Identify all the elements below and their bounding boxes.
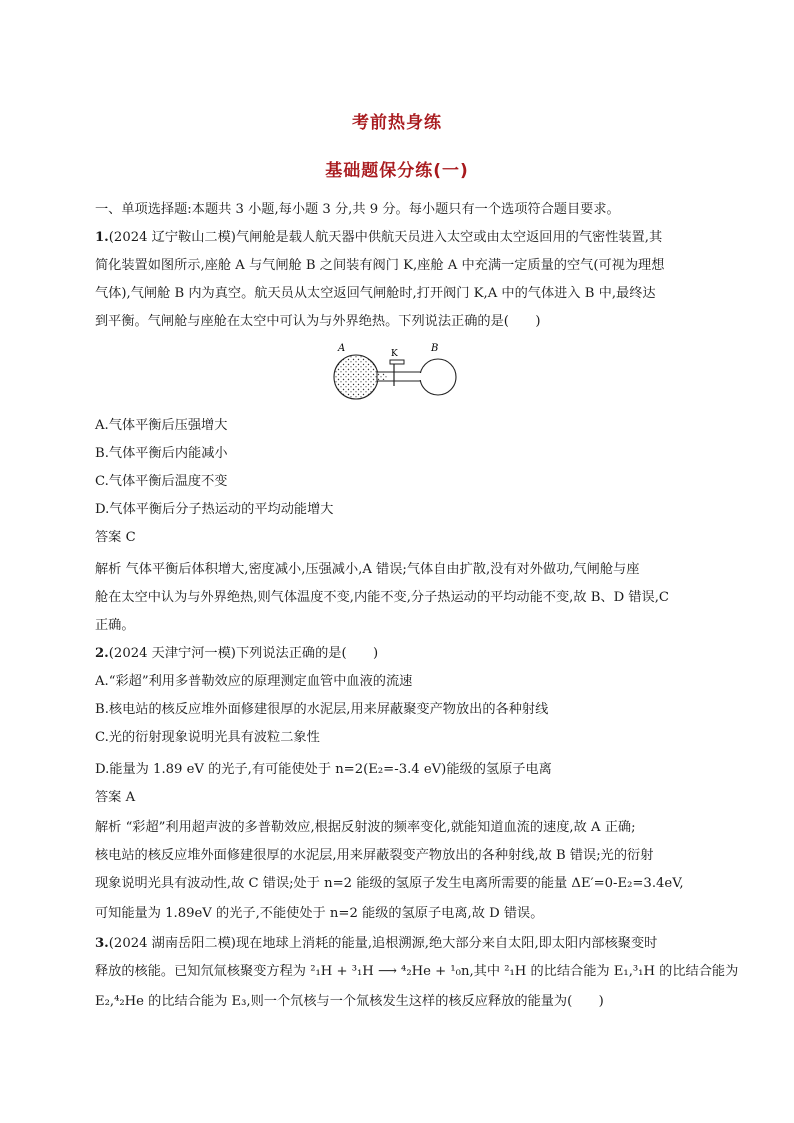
q2-option-d: D.能量为 1.89 eV 的光子,有可能使处于 n=2(E₂=-3.4 eV)能级的氢原子电离 — [95, 762, 552, 777]
q1-option-c: C.气体平衡后温度不变 — [95, 474, 228, 489]
q1-analysis-line-1: 解析 气体平衡后体积增大,密度减小,压强减小,A 错误;气体自由扩散,没有对外做功,气闸舱与座 — [95, 562, 640, 577]
q1-stem-line-2: 简化装置如图所示,座舱 A 与气闸舱 B 之间装有阀门 K,座舱 A 中充满一定质量的空气(可视为理想 — [95, 258, 665, 273]
airlock-diagram — [332, 338, 462, 408]
q1-stem-line-3: 气体),气闸舱 B 内为真空。航天员从太空返回气闸舱时,打开阀门 K,A 中的气体进入 B 中,最终达 — [95, 286, 656, 301]
q3-stem-line-1: 3.(2024 湖南岳阳二模)现在地球上消耗的能量,追根溯源,绝大部分来自太阳,即太阳内部核聚变时 — [95, 936, 658, 951]
section-heading: 一、单项选择题:本题共 3 小题,每小题 3 分,共 9 分。每小题只有一个选项符合题目要求。 — [95, 202, 620, 217]
chamber-b-shape — [420, 359, 456, 395]
chamber-a-shape — [334, 355, 378, 399]
page-subtitle: 基础题保分练(一) — [325, 161, 469, 181]
q1-option-a: A.气体平衡后压强增大 — [95, 418, 228, 433]
q3-stem-line-2: 释放的核能。已知氘氚核聚变方程为 ²₁H + ³₁H ⟶ ⁴₂He + ¹₀n,其中 ²₁H 的比结合能为 E₁,³₁H 的比结合能为 — [95, 964, 739, 979]
q1-stem-line-1: 1.(2024 辽宁鞍山二模)气闸舱是载人航天器中供航天员进入太空或由太空返回用的气密性装置,其 — [95, 230, 663, 245]
q1-stem-line-4: 到平衡。气闸舱与座舱在太空中可认为与外界绝热。下列说法正确的是( ) — [95, 314, 541, 329]
q1-number: 1. — [95, 230, 109, 245]
q1-analysis-line-3: 正确。 — [95, 618, 135, 633]
q1-analysis-line-2: 舱在太空中认为与外界绝热,则气体温度不变,内能不变,分子热运动的平均动能不变,故 B、D 错误,C — [95, 590, 670, 605]
q1-answer: 答案 C — [95, 530, 136, 545]
q2-option-a: A.“彩超”利用多普勒效应的原理测定血管中血液的流速 — [95, 674, 413, 689]
label-b: B — [431, 343, 439, 354]
q2-analysis-line-4: 可知能量为 1.89eV 的光子,不能使处于 n=2 能级的氢原子电离,故 D 错误。 — [95, 906, 544, 921]
q2-answer: 答案 A — [95, 790, 136, 805]
q2-analysis-line-1: 解析 “彩超”利用超声波的多普勒效应,根据反射波的频率变化,就能知道血流的速度,故 A 正确; — [95, 820, 636, 835]
q1-option-b: B.气体平衡后内能减小 — [95, 446, 228, 461]
q3-number: 3. — [95, 936, 109, 951]
q2-stem: 2.(2024 天津宁河一模)下列说法正确的是( ) — [95, 646, 379, 661]
q2-analysis-line-2: 核电站的核反应堆外面修建很厚的水泥层,用来屏蔽裂变产物放出的各种射线,故 B 错误;光的衍射 — [95, 848, 654, 863]
q2-number: 2. — [95, 646, 109, 661]
page-title: 考前热身练 — [352, 113, 442, 133]
label-a: A — [338, 343, 346, 354]
q2-analysis-line-3: 现象说明光具有波动性,故 C 错误;处于 n=2 能级的氢原子发生电离所需要的能量 ΔE′=0-E₂=3.4eV, — [95, 876, 684, 891]
label-k: K — [391, 349, 398, 359]
q1-option-d: D.气体平衡后分子热运动的平均动能增大 — [95, 502, 334, 517]
q2-option-b: B.核电站的核反应堆外面修建很厚的水泥层,用来屏蔽聚变产物放出的各种射线 — [95, 702, 549, 717]
q3-stem-line-3: E₂,⁴₂He 的比结合能为 E₃,则一个氘核与一个氚核发生这样的核反应释放的能量为( ) — [95, 994, 604, 1009]
q2-option-c: C.光的衍射现象说明光具有波粒二象性 — [95, 730, 320, 745]
